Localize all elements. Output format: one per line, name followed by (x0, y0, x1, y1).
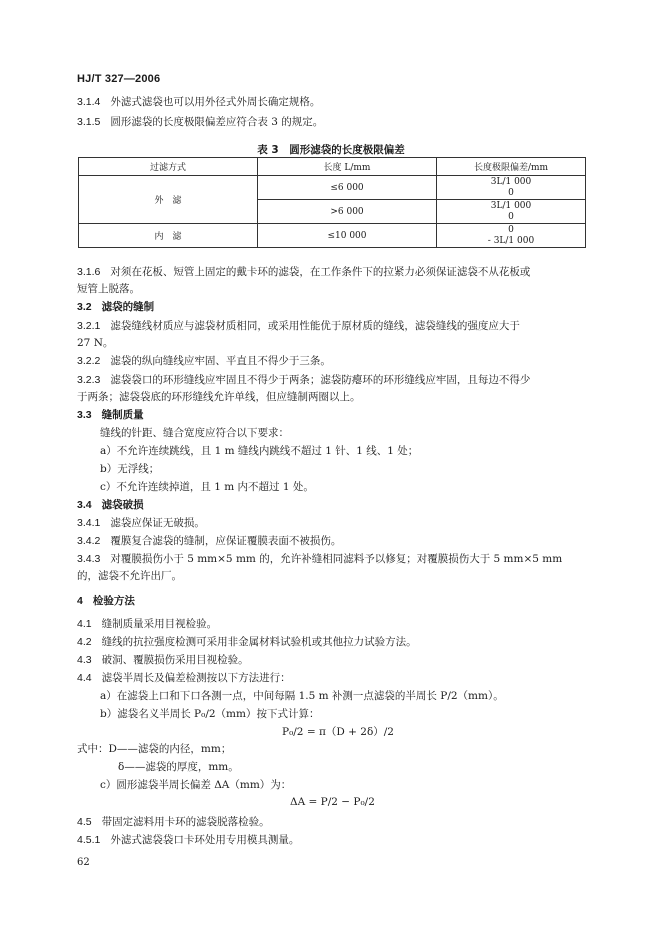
clause-line (77, 569, 182, 583)
clause-number: 4.3 (77, 654, 92, 666)
clause-text: 外滤式滤袋袋口卡环处用专用模具测量。 (110, 834, 300, 846)
clause-line (77, 516, 205, 530)
clause-number: 4.1 (77, 618, 92, 630)
clause-3-1-5 (77, 115, 323, 129)
list-item (100, 778, 291, 792)
clause-line (77, 390, 361, 404)
clause-line (100, 426, 289, 440)
standard-header: HJ/T 327—2006 (77, 73, 161, 85)
table-cell-deviation (437, 176, 586, 200)
clause-text: 缝线的针距、缝合宽度应符合以下要求： (100, 427, 289, 439)
clause-text: c）不允许连续掉道，且 1 m 内不超过 1 处。 (100, 481, 314, 493)
clause-text: 滤袋缝线材质应与滤袋材质相同，或采用性能优于原材质的缝线，滤袋缝线的强度应大于 (110, 320, 520, 332)
table-cell-length: >6 000 (258, 200, 437, 224)
clause-number: 3.4.2 (77, 535, 101, 547)
clause-line (77, 653, 249, 667)
deviation-upper: 3L/1 000 (490, 176, 532, 187)
clause-line (77, 373, 530, 387)
section-heading (77, 300, 154, 314)
clause-number: 3.1.6 (77, 266, 101, 278)
clause-line (77, 265, 530, 279)
table-cell-deviation (437, 200, 586, 224)
clause-number: 4.2 (77, 636, 92, 648)
table-cell-method: 外 滤 (79, 176, 258, 224)
clause-number: 3.4.1 (77, 517, 101, 529)
deviation-upper: 3L/1 000 (490, 200, 532, 211)
table-cell-deviation (437, 224, 586, 248)
clause-text: 式中：D——滤袋的内径，mm； (77, 743, 232, 755)
table-cell-length: ≤10 000 (258, 224, 437, 248)
clause-text: 外滤式滤袋也可以用外径式外周长确定规格。 (110, 96, 321, 108)
section-heading (77, 408, 144, 422)
deviation-lower: - 3L/1 000 (487, 235, 535, 246)
clause-number: 4 (77, 595, 83, 607)
clause-line (77, 833, 299, 847)
clause-text: 滤袋的缝制 (101, 301, 155, 313)
clause-text: b）无浮线； (100, 463, 160, 475)
clause-text: c）圆形滤袋半周长偏差 ΔA（mm）为： (100, 779, 292, 791)
section-heading (77, 594, 135, 608)
table-header-deviation: 长度极限偏差/mm (437, 158, 586, 176)
clause-line (77, 319, 520, 333)
clause-number: 3.4 (77, 499, 92, 511)
clause-line (77, 354, 331, 368)
clause-line (77, 552, 562, 566)
list-item (100, 480, 314, 494)
list-item (100, 462, 159, 476)
clause-text: 滤袋的纵向缝线应牢固、平直且不得少于三条。 (110, 355, 331, 367)
deviation-upper: 0 (508, 224, 514, 235)
clause-text: 短管上脱落。 (77, 283, 140, 295)
clause-text: 滤袋应保证无破损。 (110, 517, 205, 529)
clause-number: 3.2.3 (77, 374, 101, 386)
clause-text: 27 N。 (77, 337, 114, 349)
clause-number: 4.4 (77, 672, 92, 684)
clause-line (77, 282, 140, 296)
clause-line (77, 671, 291, 685)
list-item (100, 444, 418, 458)
clause-text: a）不允许连续跳线，且 1 m 缝线内跳线不超过 1 针、1 线、1 处； (100, 445, 419, 457)
list-item (100, 707, 319, 721)
clause-number: 3.2 (77, 301, 92, 313)
list-item (100, 689, 504, 703)
deviation-lower: 0 (508, 187, 514, 198)
formula-nominal-half-perimeter: P₀/2 = π（D + 2δ）/2 (282, 726, 394, 738)
formula-where (77, 742, 231, 756)
clause-number: 3.1.4 (77, 96, 101, 108)
clause-line (77, 635, 417, 649)
clause-text: 滤袋破损 (101, 499, 144, 511)
section-heading (77, 498, 144, 512)
clause-line (77, 617, 217, 631)
clause-text: δ——滤袋的厚度，mm。 (118, 761, 239, 773)
clause-text: 滤袋半周长及偏差检测按以下方法进行： (101, 672, 291, 684)
formula-deviation: ΔA = P/2 − P₀/2 (290, 796, 375, 808)
clause-text: 缝制质量采用目视检验。 (101, 618, 218, 630)
clause-number: 3.2.2 (77, 355, 101, 367)
clause-text: 对须在花板、短管上固定的戴卡环的滤袋，在工作条件下的拉紧力必须保证滤袋不从花板或 (110, 266, 531, 278)
clause-text: 带固定滤料用卡环的滤袋脱落检验。 (101, 816, 270, 828)
clause-number: 3.4.3 (77, 553, 101, 565)
clause-line (77, 336, 113, 350)
clause-number: 3.3 (77, 409, 92, 421)
clause-text: 对覆膜损伤小于 5 mm×5 mm 的，允许补缝相同滤料予以修复；对覆膜损伤大于 5 mm×5 mm (110, 553, 563, 565)
clause-number: 3.1.5 (77, 116, 101, 128)
page-number: 62 (77, 857, 90, 868)
table-cell-method: 内 滤 (79, 224, 258, 248)
clause-text: b）滤袋名义半周长 P₀/2（mm）按下式计算： (100, 708, 320, 720)
clause-text: 圆形滤袋的长度极限偏差应符合表 3 的规定。 (110, 116, 324, 128)
table-header-method: 过滤方式 (79, 158, 258, 176)
clause-text: 滤袋袋口的环形缝线应牢固且不得少于两条；滤袋防瘪环的环形缝线应牢固，且每边不得少 (110, 374, 531, 386)
formula-where (118, 760, 239, 774)
clause-text: 覆膜复合滤袋的缝制，应保证覆膜表面不被损伤。 (110, 535, 342, 547)
clause-text: a）在滤袋上口和下口各测一点，中间每隔 1.5 m 补测一点滤袋的半周长 P/2（mm）。 (100, 690, 504, 702)
clause-text: 破洞、覆膜损伤采用目视检验。 (101, 654, 249, 666)
deviation-lower: 0 (508, 211, 514, 222)
length-deviation-table (78, 157, 586, 248)
table-caption: 表 3 圆形滤袋的长度极限偏差 (257, 144, 405, 156)
clause-number: 4.5 (77, 816, 92, 828)
clause-text: 检验方法 (92, 595, 135, 607)
clause-number: 3.2.1 (77, 320, 101, 332)
clause-text: 缝制质量 (101, 409, 144, 421)
clause-text: 的，滤袋不允许出厂。 (77, 570, 182, 582)
clause-line (77, 815, 270, 829)
clause-line (77, 534, 341, 548)
table-cell-length: ≤6 000 (258, 176, 437, 200)
clause-text: 于两条；滤袋袋底的环形缝线允许单线，但应缝制两圈以上。 (77, 391, 361, 403)
clause-text: 缝线的抗拉强度检测可采用非金属材料试验机或其他拉力试验方法。 (101, 636, 417, 648)
clause-3-1-4 (77, 95, 320, 109)
clause-number: 4.5.1 (77, 834, 101, 846)
table-header-length: 长度 L/mm (258, 158, 437, 176)
